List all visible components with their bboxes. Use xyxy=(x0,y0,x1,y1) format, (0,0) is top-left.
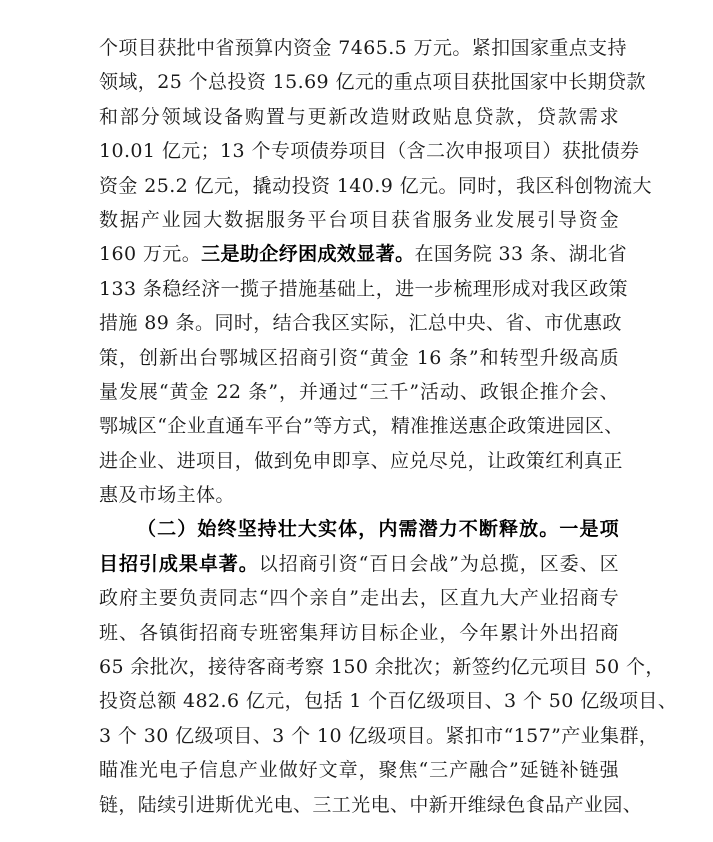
text-line xyxy=(99,684,678,718)
bold-heading-text: （二）始终坚持壮大实体，内需潜力不断释放。一是项 xyxy=(137,518,619,541)
text-line xyxy=(99,272,628,306)
text-line xyxy=(99,100,619,134)
text-line xyxy=(99,581,619,615)
bold-heading-text: 三是助企纾困成效显著。 xyxy=(201,243,415,266)
body-text: 策，创新出台鄂城区招商引资“黄金 16 条”和转型升级高质 xyxy=(99,346,619,369)
text-line xyxy=(99,753,619,787)
body-text: 在国务院 33 条、湖北省 xyxy=(414,243,627,266)
body-text: 65 余批次，接待客商考察 150 余批次；新签约亿元项目 50 个， xyxy=(99,656,665,679)
body-text: 惠及市场主体。 xyxy=(99,484,235,507)
body-text: 资金 25.2 亿元，撬动投资 140.9 亿元。同时，我区科创物流大 xyxy=(99,174,652,197)
document-page xyxy=(99,31,678,822)
text-line xyxy=(99,341,619,375)
text-line xyxy=(99,444,623,478)
body-text: 瞄准光电子信息产业做好文章，聚焦“三产融合”延链补链强 xyxy=(99,759,619,782)
text-line xyxy=(99,409,624,443)
body-text: 量发展“黄金 22 条”，并通过“三千”活动、政银企推介会、 xyxy=(99,380,619,403)
text-line xyxy=(99,375,619,409)
body-text: 以招商引资“百日会战”为总揽，区委、区 xyxy=(258,552,620,575)
body-text: 领域，25 个总投资 15.69 亿元的重点项目获批国家中长期贷款 xyxy=(99,71,646,94)
body-text: 133 条稳经济一揽子措施基础上，进一步梳理形成对我区政策 xyxy=(99,277,628,300)
body-text: 链，陆续引进斯优光电、三工光电、中新开维绿色食品产业园、 xyxy=(99,793,643,816)
text-line xyxy=(99,65,646,99)
body-text: 进企业、进项目，做到免申即享、应兑尽兑，让政策红利真正 xyxy=(99,449,623,472)
text-line xyxy=(99,788,643,822)
text-line xyxy=(99,306,622,340)
body-text: 160 万元。 xyxy=(99,243,202,266)
text-line xyxy=(99,169,652,203)
text-line xyxy=(99,650,665,684)
text-line xyxy=(99,512,619,546)
text-line xyxy=(99,134,640,168)
text-line xyxy=(99,616,619,650)
body-text: 个项目获批中省预算内资金 7465.5 万元。紧扣国家重点支持 xyxy=(99,37,627,59)
text-line xyxy=(99,203,619,237)
body-text: 数据产业园大数据服务平台项目获省服务业发展引导资金 xyxy=(99,208,619,231)
text-line xyxy=(99,719,659,753)
bold-heading-text: 目招引成果卓著。 xyxy=(99,552,259,575)
text-line xyxy=(99,478,619,512)
body-text: 3 个 30 亿级项目、3 个 10 亿级项目。紧扣市“157”产业集群， xyxy=(99,724,659,747)
text-line xyxy=(99,237,627,271)
body-text: 投资总额 482.6 亿元，包括 1 个百亿级项目、3 个 50 亿级项目、 xyxy=(99,690,678,713)
body-text: 和部分领域设备购置与更新改造财政贴息贷款，贷款需求 xyxy=(99,105,619,128)
body-text: 鄂城区“企业直通车平台”等方式，精准推送惠企政策进园区、 xyxy=(99,415,624,438)
text-line xyxy=(99,31,627,65)
body-text: 10.01 亿元；13 个专项债券项目（含二次申报项目）获批债券 xyxy=(99,140,640,163)
body-text: 措施 89 条。同时，结合我区实际，汇总中央、省、市优惠政 xyxy=(99,312,622,335)
body-text: 政府主要负责同志“四个亲自”走出去，区直九大产业招商专 xyxy=(99,587,619,610)
body-text: 班、各镇街招商专班密集拜访目标企业，今年累计外出招商 xyxy=(99,621,619,644)
text-line xyxy=(99,547,619,581)
